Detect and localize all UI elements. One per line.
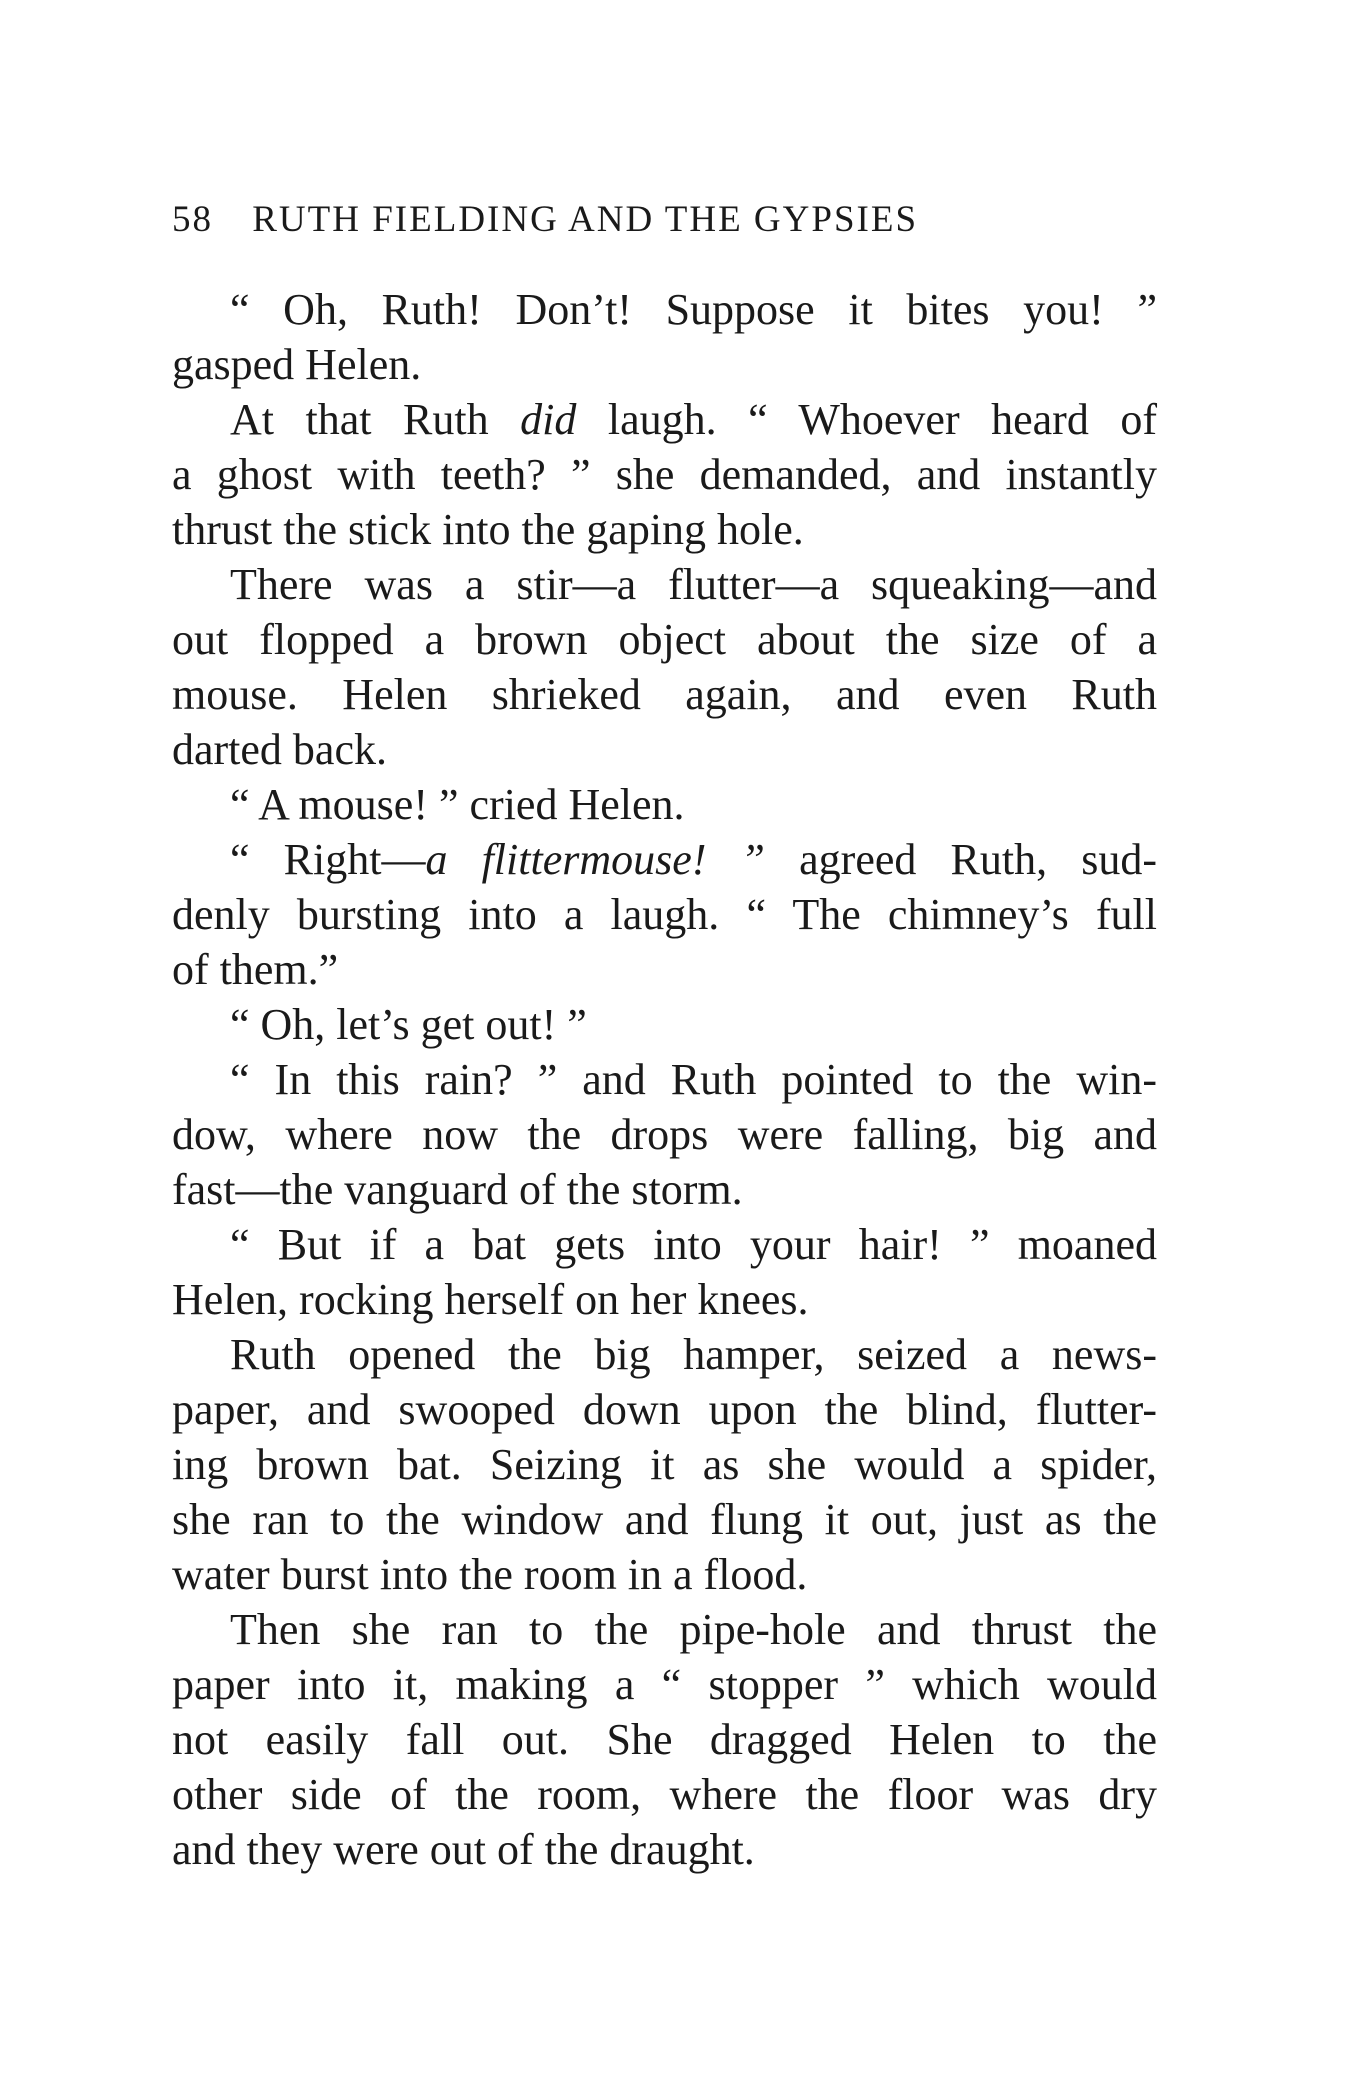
text-line: “ A mouse! ” cried Helen. bbox=[230, 780, 685, 829]
text-line: other side of the room, where the floor was dry bbox=[172, 1770, 1157, 1819]
text-line: fast—the vanguard of the storm. bbox=[172, 1165, 743, 1214]
text-line: out flopped a brown object about the size of a bbox=[172, 615, 1157, 664]
text-line: a ghost with teeth? ” she demanded, and instantly bbox=[172, 450, 1157, 499]
text-line: paper into it, making a “ stopper ” which would bbox=[172, 1660, 1157, 1709]
running-header bbox=[172, 190, 1172, 250]
text-line: she ran to the window and flung it out, just as the bbox=[172, 1495, 1157, 1544]
text-line: “ Oh, let’s get out! ” bbox=[230, 1000, 587, 1049]
text-line: of them.” bbox=[172, 945, 339, 994]
text-line: There was a stir—a flutter—a squeaking—and bbox=[230, 560, 1157, 609]
body-text bbox=[172, 282, 1157, 1877]
text-line: “ Oh, Ruth! Don’t! Suppose it bites you! ” bbox=[230, 285, 1157, 334]
text-line: ing brown bat. Seizing it as she would a spider, bbox=[172, 1440, 1157, 1489]
text-line: not easily fall out. She dragged Helen to the bbox=[172, 1715, 1157, 1764]
text-line bbox=[172, 392, 1157, 447]
text-line: mouse. Helen shrieked again, and even Ruth bbox=[172, 670, 1157, 719]
running-title: RUTH FIELDING AND THE GYPSIES bbox=[252, 199, 919, 240]
text-segment: At that Ruth bbox=[230, 395, 521, 444]
text-segment: laugh. “ Whoever heard of bbox=[576, 395, 1157, 444]
italic-text: did bbox=[520, 395, 577, 444]
text-segment: “ Right— bbox=[230, 835, 426, 884]
text-line bbox=[172, 832, 1157, 887]
text-line: “ In this rain? ” and Ruth pointed to the win- bbox=[230, 1055, 1157, 1104]
text-line: “ But if a bat gets into your hair! ” moaned bbox=[230, 1220, 1157, 1269]
text-line: darted back. bbox=[172, 725, 387, 774]
text-line: Helen, rocking herself on her knees. bbox=[172, 1275, 809, 1324]
text-line: water burst into the room in a flood. bbox=[172, 1550, 808, 1599]
text-line: gasped Helen. bbox=[172, 340, 422, 389]
text-line: paper, and swooped down upon the blind, flutter- bbox=[172, 1385, 1157, 1434]
italic-text: a flittermouse! ” bbox=[425, 835, 766, 884]
text-line: Then she ran to the pipe-hole and thrust the bbox=[230, 1605, 1157, 1654]
text-line: dow, where now the drops were falling, big and bbox=[172, 1110, 1157, 1159]
text-segment: agreed Ruth, sud- bbox=[765, 835, 1157, 884]
page-number: 58 bbox=[172, 199, 213, 240]
text-line: denly bursting into a laugh. “ The chimney’s full bbox=[172, 890, 1157, 939]
text-line: thrust the stick into the gaping hole. bbox=[172, 505, 804, 554]
text-line: and they were out of the draught. bbox=[172, 1825, 755, 1874]
text-line: Ruth opened the big hamper, seized a news- bbox=[230, 1330, 1157, 1379]
